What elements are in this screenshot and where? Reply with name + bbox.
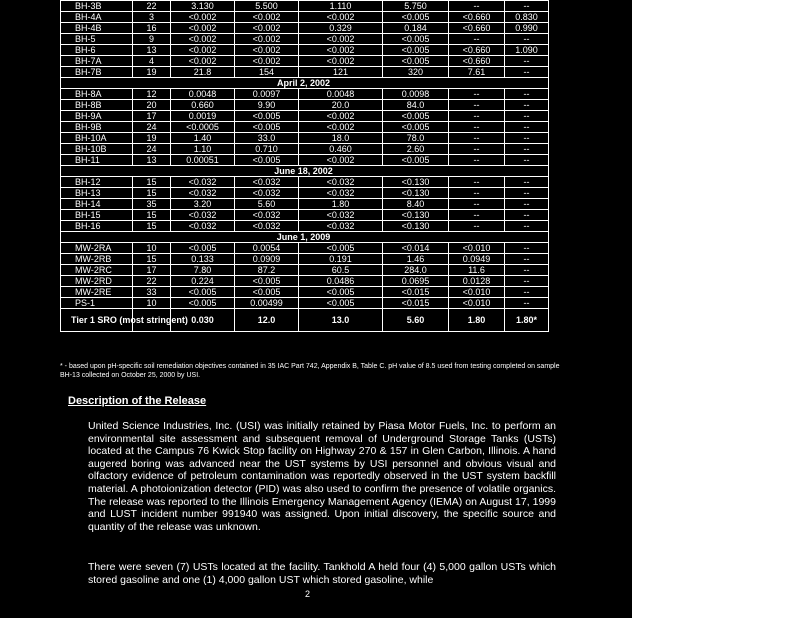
- table-cell: --: [449, 1, 505, 12]
- table-cell: <0.005: [383, 12, 449, 23]
- table-cell: <0.005: [383, 56, 449, 67]
- table-cell: <0.032: [171, 177, 235, 188]
- table-cell: <0.002: [299, 12, 383, 23]
- table-cell: <0.002: [171, 23, 235, 34]
- table-cell: --: [505, 89, 549, 100]
- table-cell: --: [505, 122, 549, 133]
- table-cell: 320: [383, 67, 449, 78]
- table-cell: <0.005: [383, 111, 449, 122]
- table-cell: 1.10: [171, 144, 235, 155]
- table-cell: 12: [133, 89, 171, 100]
- table-cell: 1.40: [171, 133, 235, 144]
- table-cell: 13: [133, 45, 171, 56]
- table-cell: <0.002: [235, 45, 299, 56]
- table-cell: 13: [133, 155, 171, 166]
- table-cell: 0.0098: [383, 89, 449, 100]
- table-cell: <0.002: [299, 111, 383, 122]
- table-cell: <0.032: [299, 188, 383, 199]
- table-cell: --: [505, 1, 549, 12]
- table-cell: 0.0048: [299, 89, 383, 100]
- table-cell: <0.010: [449, 243, 505, 254]
- table-cell: <0.130: [383, 221, 449, 232]
- table-cell: <0.032: [235, 188, 299, 199]
- sample-id-cell: BH-10B: [61, 144, 133, 155]
- table-cell: <0.002: [299, 34, 383, 45]
- page-number: 2: [305, 589, 311, 599]
- table-row: [61, 89, 549, 100]
- table-cell: 15: [133, 221, 171, 232]
- table-cell: 0.0097: [235, 89, 299, 100]
- table-row: [61, 243, 549, 254]
- table-cell: 9.90: [235, 100, 299, 111]
- table-cell: 5.750: [383, 1, 449, 12]
- sample-id-cell: BH-14: [61, 199, 133, 210]
- table-row: [61, 298, 549, 309]
- table-cell: <0.005: [299, 243, 383, 254]
- table-section-row: [61, 78, 549, 89]
- table-cell: <0.002: [299, 155, 383, 166]
- table-cell: <0.005: [235, 287, 299, 298]
- table-cell: 0.0054: [235, 243, 299, 254]
- table-cell: <0.005: [299, 287, 383, 298]
- table-cell: 0.00051: [171, 155, 235, 166]
- table-cell: <0.002: [299, 122, 383, 133]
- sample-id-cell: BH-5: [61, 34, 133, 45]
- table-row: [61, 276, 549, 287]
- table-cell: 10: [133, 243, 171, 254]
- table-cell: 0.0048: [171, 89, 235, 100]
- table-cell: <0.002: [235, 34, 299, 45]
- table-cell: 1.090: [505, 45, 549, 56]
- table-cell: <0.032: [171, 188, 235, 199]
- table-cell: --: [505, 67, 549, 78]
- table-cell: <0.130: [383, 188, 449, 199]
- table-cell: 78.0: [383, 133, 449, 144]
- table-cell: 1.80*: [505, 309, 549, 332]
- table-cell: 0.990: [505, 23, 549, 34]
- table-cell: --: [505, 34, 549, 45]
- table-cell: --: [449, 133, 505, 144]
- table-cell: 1.80: [299, 199, 383, 210]
- table-cell: 18.0: [299, 133, 383, 144]
- table-cell: 0.0695: [383, 276, 449, 287]
- table-cell: 7.61: [449, 67, 505, 78]
- table-cell: 0.329: [299, 23, 383, 34]
- sample-id-cell: BH-6: [61, 45, 133, 56]
- table-cell: 3.130: [171, 1, 235, 12]
- sample-id-cell: MW-2RC: [61, 265, 133, 276]
- table-row: [61, 287, 549, 298]
- table-cell: 22: [133, 1, 171, 12]
- table-cell: <0.002: [235, 56, 299, 67]
- table-cell: --: [449, 221, 505, 232]
- table-row: [61, 111, 549, 122]
- table-cell: 87.2: [235, 265, 299, 276]
- table-row: [61, 177, 549, 188]
- release-paragraph-1: United Science Industries, Inc. (USI) was initially retained by Piasa Motor Fuels, Inc. to perform an environmental site assessment and subsequent removal of Underground Storage Tanks (USTs) located at the Campus 76 Kwick Stop facility on Highway 270 & 157 in Glen Carbon, Illinois. A hand augered boring was advanced near the UST systems by USI personnel and obvious visual and olfactory evidence of petroleum contamination was reportedly observed in the UST system backfill material. A photoionization detector (PID) was also used to confirm the presence of volatile organics. The release was reported to the Illinois Emergency Management Agency (IEMA) on August 17, 1999 and LUST incident number 991940 was assigned. Upon initial discovery, the specific source and quantity of the release was unknown.: [88, 420, 556, 533]
- table-cell: --: [449, 199, 505, 210]
- table-cell: 60.5: [299, 265, 383, 276]
- table-cell: --: [449, 210, 505, 221]
- sample-id-cell: BH-8A: [61, 89, 133, 100]
- results-table-body: [61, 1, 549, 332]
- table-cell: 12.0: [235, 309, 299, 332]
- table-cell: 33: [133, 287, 171, 298]
- table-cell: <0.660: [449, 12, 505, 23]
- table-cell: --: [449, 144, 505, 155]
- table-cell: <0.005: [235, 155, 299, 166]
- table-cell: 20.0: [299, 100, 383, 111]
- sample-id-cell: BH-10A: [61, 133, 133, 144]
- table-cell: 24: [133, 144, 171, 155]
- table-cell: <0.005: [171, 298, 235, 309]
- table-cell: 0.660: [171, 100, 235, 111]
- table-cell: --: [505, 56, 549, 67]
- table-cell: 5.60: [383, 309, 449, 332]
- table-cell: --: [505, 298, 549, 309]
- table-cell: <0.032: [299, 210, 383, 221]
- table-cell: --: [505, 243, 549, 254]
- table-cell: 8.40: [383, 199, 449, 210]
- sample-id-cell: BH-9A: [61, 111, 133, 122]
- table-cell: 2.60: [383, 144, 449, 155]
- table-cell: 19: [133, 133, 171, 144]
- table-cell: <0.032: [299, 177, 383, 188]
- sample-id-cell: MW-2RA: [61, 243, 133, 254]
- sample-id-cell: BH-12: [61, 177, 133, 188]
- table-cell: 121: [299, 67, 383, 78]
- table-cell: --: [505, 276, 549, 287]
- table-row: [61, 210, 549, 221]
- table-cell: <0.0005: [171, 122, 235, 133]
- table-cell: <0.005: [383, 155, 449, 166]
- table-cell: <0.005: [235, 122, 299, 133]
- table-row: [61, 199, 549, 210]
- table-cell: 19: [133, 67, 171, 78]
- table-cell: <0.005: [383, 122, 449, 133]
- table-cell: 1.80: [449, 309, 505, 332]
- sample-id-cell: BH-8B: [61, 100, 133, 111]
- sample-id-cell: Tier 1 SRO (most stringent): [61, 309, 133, 332]
- sample-id-cell: MW-2RD: [61, 276, 133, 287]
- table-cell: 16: [133, 23, 171, 34]
- table-cell: <0.002: [235, 12, 299, 23]
- table-cell: 0.030: [171, 309, 235, 332]
- table-cell: 84.0: [383, 100, 449, 111]
- table-cell: <0.660: [449, 45, 505, 56]
- table-cell: 21.8: [171, 67, 235, 78]
- table-cell: 7.80: [171, 265, 235, 276]
- table-cell: --: [449, 177, 505, 188]
- table-cell: 0.133: [171, 254, 235, 265]
- table-row: [61, 265, 549, 276]
- table-cell: --: [505, 100, 549, 111]
- table-cell: <0.014: [383, 243, 449, 254]
- table-cell: <0.032: [299, 221, 383, 232]
- table-cell: 0.191: [299, 254, 383, 265]
- table-cell: 0.224: [171, 276, 235, 287]
- table-cell: 22: [133, 276, 171, 287]
- table-cell: 0.0949: [449, 254, 505, 265]
- table-cell: <0.005: [171, 243, 235, 254]
- table-cell: 20: [133, 100, 171, 111]
- table-cell: --: [505, 111, 549, 122]
- table-cell: <0.002: [171, 56, 235, 67]
- table-cell: <0.032: [235, 177, 299, 188]
- sample-id-cell: BH-11: [61, 155, 133, 166]
- results-table-wrap: [60, 0, 548, 332]
- table-row: [61, 188, 549, 199]
- table-row: [61, 12, 549, 23]
- table-cell: --: [449, 188, 505, 199]
- table-row: [61, 45, 549, 56]
- table-cell: 4: [133, 56, 171, 67]
- table-cell: 1.46: [383, 254, 449, 265]
- table-row: [61, 56, 549, 67]
- tier1-sro-row: [61, 309, 549, 332]
- sample-id-cell: BH-4B: [61, 23, 133, 34]
- table-cell: --: [449, 100, 505, 111]
- sample-id-cell: BH-15: [61, 210, 133, 221]
- table-row: [61, 133, 549, 144]
- table-cell: 0.0128: [449, 276, 505, 287]
- table-cell: 0.830: [505, 12, 549, 23]
- table-cell: <0.032: [235, 210, 299, 221]
- table-cell: 15: [133, 177, 171, 188]
- table-cell: 17: [133, 265, 171, 276]
- table-cell: 15: [133, 210, 171, 221]
- table-cell: --: [505, 210, 549, 221]
- table-cell: 5.500: [235, 1, 299, 12]
- table-cell: 15: [133, 254, 171, 265]
- table-row: [61, 23, 549, 34]
- table-cell: 0.0019: [171, 111, 235, 122]
- table-cell: 3: [133, 12, 171, 23]
- table-cell: 15: [133, 188, 171, 199]
- table-cell: 13.0: [299, 309, 383, 332]
- table-cell: <0.015: [383, 287, 449, 298]
- table-cell: <0.005: [383, 45, 449, 56]
- sample-id-cell: MW-2RB: [61, 254, 133, 265]
- table-cell: 0.184: [383, 23, 449, 34]
- table-cell: <0.005: [171, 287, 235, 298]
- sample-id-cell: BH-7B: [61, 67, 133, 78]
- sample-id-cell: MW-2RE: [61, 287, 133, 298]
- sample-id-cell: PS-1: [61, 298, 133, 309]
- table-cell: 35: [133, 199, 171, 210]
- table-cell: --: [505, 221, 549, 232]
- sample-id-cell: BH-13: [61, 188, 133, 199]
- table-cell: 3.20: [171, 199, 235, 210]
- sample-id-cell: BH-7A: [61, 56, 133, 67]
- table-cell: --: [505, 155, 549, 166]
- table-cell: 33.0: [235, 133, 299, 144]
- release-paragraph-2: There were seven (7) USTs located at the facility. Tankhold A held four (4) 5,000 gallon USTs which stored gasoline and one (1) 4,000 gallon UST which stored gasoline, while: [88, 561, 556, 586]
- sample-id-cell: BH-4A: [61, 12, 133, 23]
- soil-results-table: [60, 0, 549, 332]
- table-row: [61, 144, 549, 155]
- table-cell: --: [449, 111, 505, 122]
- table-cell: <0.660: [449, 56, 505, 67]
- table-cell: 10: [133, 298, 171, 309]
- table-cell: <0.010: [449, 298, 505, 309]
- sample-id-cell: BH-3B: [61, 1, 133, 12]
- table-cell: --: [505, 188, 549, 199]
- section-date-label: June 1, 2009: [61, 232, 549, 243]
- table-cell: <0.005: [235, 111, 299, 122]
- table-cell: <0.002: [235, 23, 299, 34]
- sample-id-cell: BH-9B: [61, 122, 133, 133]
- table-cell: 24: [133, 122, 171, 133]
- table-cell: <0.015: [383, 298, 449, 309]
- section-date-label: June 18, 2002: [61, 166, 549, 177]
- table-cell: 0.00499: [235, 298, 299, 309]
- table-cell: <0.032: [171, 210, 235, 221]
- table-cell: <0.005: [299, 298, 383, 309]
- table-cell: --: [505, 199, 549, 210]
- table-row: [61, 221, 549, 232]
- table-cell: <0.002: [299, 45, 383, 56]
- table-row: [61, 1, 549, 12]
- table-cell: <0.002: [171, 34, 235, 45]
- table-cell: 284.0: [383, 265, 449, 276]
- table-cell: 154: [235, 67, 299, 78]
- table-row: [61, 34, 549, 45]
- section-date-label: April 2, 2002: [61, 78, 549, 89]
- table-cell: <0.032: [235, 221, 299, 232]
- table-cell: <0.002: [299, 56, 383, 67]
- table-section-row: [61, 166, 549, 177]
- table-cell: <0.130: [383, 210, 449, 221]
- table-cell: 0.460: [299, 144, 383, 155]
- table-row: [61, 122, 549, 133]
- table-row: [61, 100, 549, 111]
- table-cell: --: [505, 144, 549, 155]
- table-cell: 9: [133, 34, 171, 45]
- table-cell: 1.110: [299, 1, 383, 12]
- section-heading: Description of the Release: [68, 395, 207, 407]
- table-cell: 0.0909: [235, 254, 299, 265]
- table-footnote: * - based upon pH-specific soil remediation objectives contained in 35 IAC Part 742, Appendix B, Table C. pH value of 8.5 used from testing completed on sample BH-13 collected on October 25, 2000 by USI.: [60, 363, 560, 379]
- table-cell: --: [505, 265, 549, 276]
- table-cell: 5.60: [235, 199, 299, 210]
- table-section-row: [61, 232, 549, 243]
- table-row: [61, 254, 549, 265]
- table-cell: <0.002: [171, 12, 235, 23]
- table-cell: --: [505, 254, 549, 265]
- table-cell: 0.0486: [299, 276, 383, 287]
- table-cell: --: [505, 287, 549, 298]
- table-cell: --: [449, 34, 505, 45]
- table-cell: --: [449, 155, 505, 166]
- table-cell: <0.010: [449, 287, 505, 298]
- table-cell: 17: [133, 111, 171, 122]
- sample-id-cell: BH-16: [61, 221, 133, 232]
- table-cell: <0.005: [235, 276, 299, 287]
- table-cell: 11.6: [449, 265, 505, 276]
- table-cell: <0.032: [171, 221, 235, 232]
- table-cell: --: [449, 89, 505, 100]
- table-cell: <0.002: [171, 45, 235, 56]
- table-cell: <0.660: [449, 23, 505, 34]
- table-cell: --: [505, 177, 549, 188]
- table-row: [61, 155, 549, 166]
- table-cell: <0.005: [383, 34, 449, 45]
- table-cell: --: [449, 122, 505, 133]
- table-cell: --: [505, 133, 549, 144]
- table-row: [61, 67, 549, 78]
- table-cell: 0.710: [235, 144, 299, 155]
- table-cell: <0.130: [383, 177, 449, 188]
